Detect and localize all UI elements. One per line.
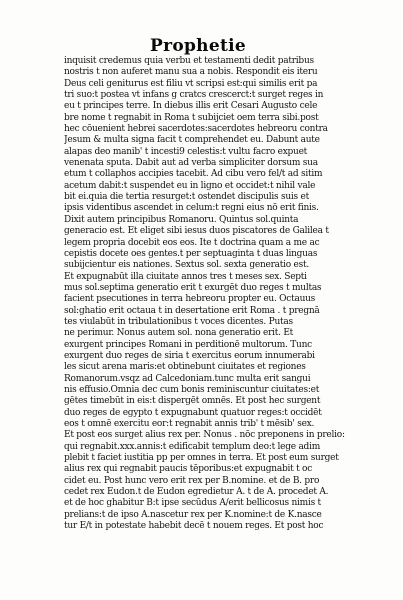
page-heading: Prophetie [150,36,246,56]
text-line: generacio est. Et eliget sibi iesus duos piscatores de Galilea t [64,226,329,237]
text-line: les sicut arena maris:et obtinebunt ciuitates et regiones [64,362,306,373]
body-text [64,56,350,532]
text-line: nostris t non auferet manu sua a nobis. Respondit eis iteru [64,67,318,78]
text-line: cepistis docete oes gentes.t per septuaginta t duas linguas [64,248,318,259]
text-line: inquisit credemus quia verbu et testamenti dedit patribus [64,56,314,66]
text-line: et de hoc ghabitur B:t ipse secūdus A/erit bellicosus nimis t [64,498,321,509]
text-line: cedet rex Eudon.t de Eudon egredietur A. t de A. procedet A. [64,487,329,498]
text-line: cidet eu. Post hunc vero erit rex per B.nomine. et de B. pro [64,475,320,486]
text-line: Dixit autem principibus Romanoru. Quintus sol.quinta [64,214,299,225]
text-line: etum t collaphos accipies tacebit. Ad cibu vero fel/t ad sitim [64,169,323,180]
text-line: mus sol.septima generatio erit t exurgēt duo reges t multas [64,282,322,293]
text-line: qui regnabit.xxx.annis:t edificabit templum deo:t lege adim [64,441,320,452]
text-line: facient psecutiones in terra hebreoru propter eu. Octauus [64,294,316,305]
text-line: acetum dabit:t suspendet eu in ligno et occidet:t nihil vale [64,180,316,191]
text-line: prelians:t de ipso A.nascetur rex per K.nomine:t de K.nasce [64,509,322,520]
text-line: tur E/t in potestate habebit decē t nouem reges. Et post hoc [64,521,324,532]
text-line: bre nome t regnabit in Roma t subijciet oem terra sibi.post [64,112,319,123]
text-line: Jesum & multa signa facit t comprehendet eu. Dabunt aute [64,135,320,146]
text-line: Deus celi geniturus est filiu vt scripsi est:qui similis erit pa [64,78,318,89]
text-line: venenata sputa. Dabit aut ad verba simpliciter dorsum sua [64,158,318,169]
text-line: tes viulabūt in tribulationibus t voces dicentes. Putas [64,316,293,327]
text-line: sol:ghatio erit octaua t in desertatione erit Roma . t pregnā [64,305,320,316]
text-line: alapas deo manib' t incesti9 celestis:t vultu facro expuet [64,146,308,157]
text-line: legem propria docebit eos eos. Ite t doctrina quam a me ac [64,237,320,248]
text-line: Et post eos surget alius rex per. Nonus . nōc preponens in prelio: [64,430,345,441]
text-line: tri suo:t postea vt infans g cratcs crescerct:t surget reges in [64,90,324,101]
text-line: plebit t faciet iustitia pp per omnes in terra. Et post eum surget [64,453,339,464]
text-line: alius rex qui regnabit paucis tēporibus:et expugnabit t oc [64,464,313,475]
text-line: subijcientur eis nationes. Sextus sol. sexta generatio est. [64,260,309,271]
text-line: nis effusio.Omnia dec cum bonis reminiscuntur ciuitates:et [64,384,320,395]
text-line: ne perimur. Nonus autem sol. nona generatio erit. Et [64,328,294,339]
text-line: eos t omnē exercitu eor:t regnabit annis trib' t mēsib' sex. [64,419,315,429]
text-line: hec cōuenient hebrei sacerdotes:sacerdotes hebreoru contra [64,124,328,135]
text-line: exurgent duo reges de siria t exercitus eorum innumerabi [64,350,315,361]
text-line: ipsis videntibus ascendet in celum:t regni eius nō erit finis. [64,203,319,214]
text-line: gētes timebūt in eis:t dispergēt omnēs. Et post hec surgent [64,396,321,407]
text-line: exurgent principes Romani in perditionē multorum. Tunc [64,339,312,350]
text-line: bit ei.quia die tertia resurget:t ostendet discipulis suis et [64,192,309,203]
text-line: eu t principes terre. In diebus illis erit Cesari Augusto cele [64,101,318,112]
text-line: Et expugnabūt illa ciuitate annos tres t meses sex. Septi [64,271,307,282]
text-line: duo reges de egypto t expugnabunt quatuor reges:t occidēt [64,407,322,418]
text-line: Romanorum.vsqz ad Calcedoniam.tunc multa erit sangui [64,373,311,384]
